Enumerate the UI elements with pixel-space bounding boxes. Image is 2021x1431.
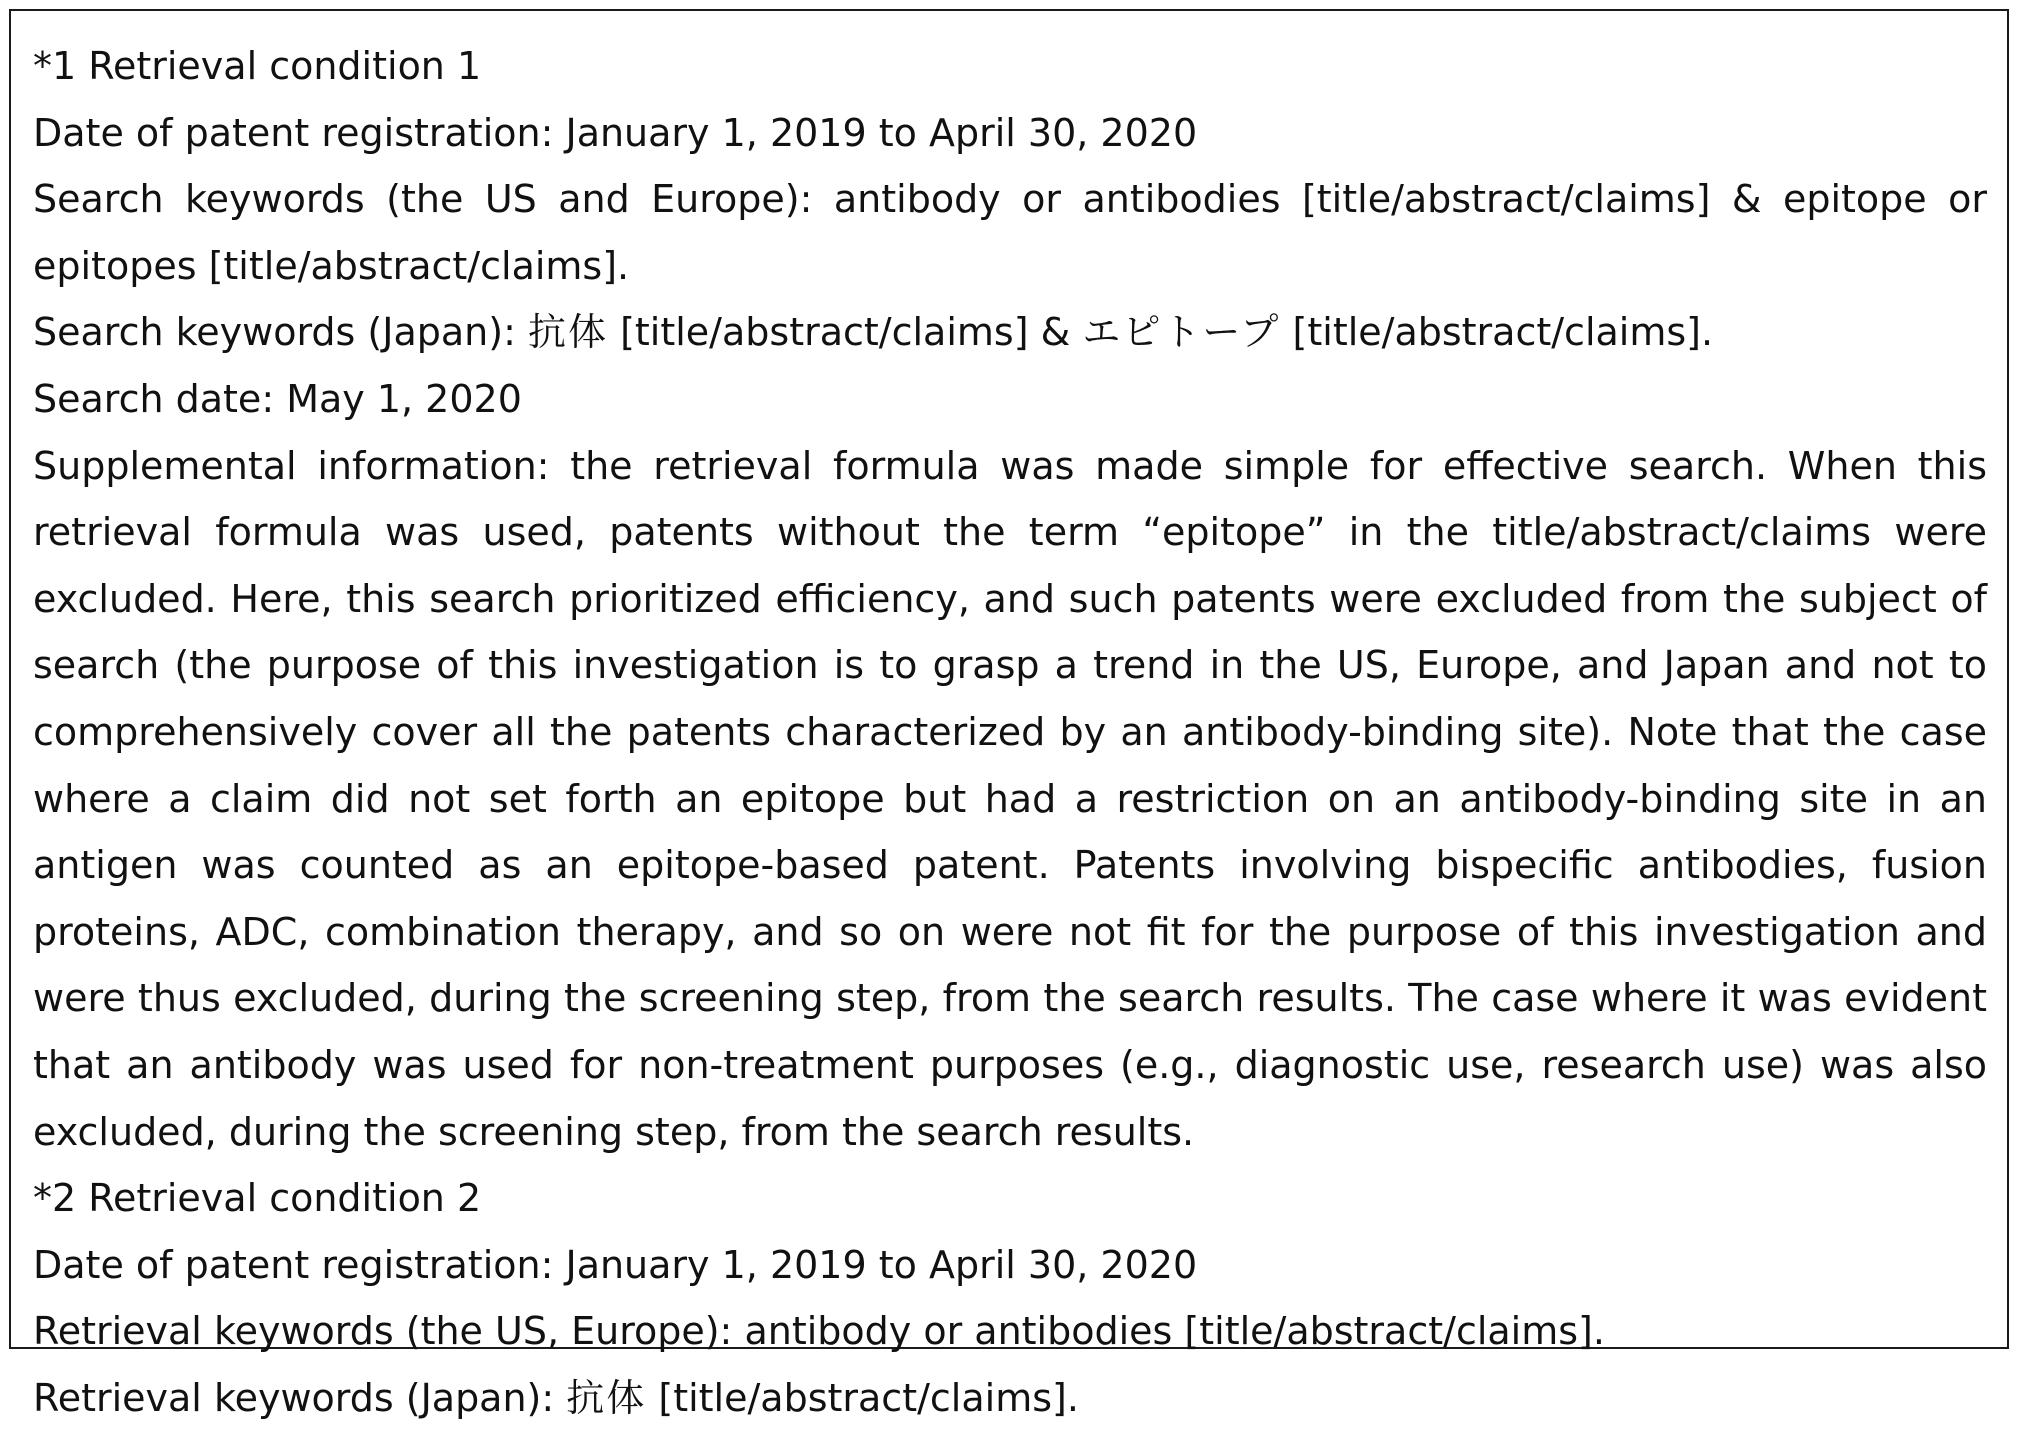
condition1-keywords-jp-term1: 抗体 bbox=[527, 310, 608, 355]
condition1-heading: *1 Retrieval condition 1 bbox=[33, 44, 482, 88]
condition1-keywords-jp-term2: エピトープ bbox=[1082, 310, 1281, 355]
condition1-search-date: Search date: May 1, 2020 bbox=[33, 376, 522, 421]
condition1-keywords-jp-suffix: [title/abstract/claims]. bbox=[1292, 310, 1714, 355]
condition1-date-line: Date of patent registration: January 1, 2019 to April 30, 2020 bbox=[33, 110, 1198, 155]
condition2-keywords-jp-suffix: [title/abstract/claims]. bbox=[658, 1375, 1079, 1420]
condition2-keywords-jp bbox=[33, 1365, 1987, 1431]
condition1-keywords-jp bbox=[33, 299, 1987, 366]
condition2-date-line: Date of patent registration: January 1, 2019 to April 30, 2020 bbox=[33, 1242, 1198, 1287]
retrieval-conditions-box bbox=[9, 9, 2009, 1420]
condition1-keywords-jp-mid: [title/abstract/claims] & bbox=[620, 310, 1083, 355]
condition1-keywords-us-eu: Search keywords (the US and Europe): antibody or antibodies [title/abstract/claims] & epitope or epitopes [title/abstract/claims]. bbox=[33, 177, 1987, 288]
condition1-keywords-jp-prefix: Search keywords (Japan): bbox=[33, 310, 528, 355]
condition1-supplemental-info: Supplemental information: the retrieval formula was made simple for effective search. When this retrieval formula was used, patents without the term “epitope” in the title/abstract/claims were excluded. Here, this search prioritized efficiency, and such patents were excluded from the subject of search (the purpose of this investigation is to grasp a trend in the US, Europe, and Japan and not to comprehensively cover all the patents characterized by an antibody-binding site). Note that the case where a claim did not set forth an epitope but had a restriction on an antibody-binding site in an antigen was counted as an epitope-based patent. Patents involving bispecific antibodies, fusion proteins, ADC, combination therapy, and so on were not fit for the purpose of this investigation and were thus excluded, during the screening step, from the search results. The case where it was evident that an antibody was used for non-treatment purposes (e.g., diagnostic use, research use) was also excluded, during the screening step, from the search results. bbox=[33, 443, 1987, 1154]
condition2-keywords-us-eu: Retrieval keywords (the US, Europe): antibody or antibodies [title/abstract/claims]. bbox=[33, 1309, 1605, 1354]
condition2-keywords-jp-term1: 抗体 bbox=[566, 1375, 647, 1420]
condition2-heading: *2 Retrieval condition 2 bbox=[33, 1176, 482, 1221]
condition2-keywords-jp-prefix: Retrieval keywords (Japan): bbox=[33, 1375, 567, 1420]
